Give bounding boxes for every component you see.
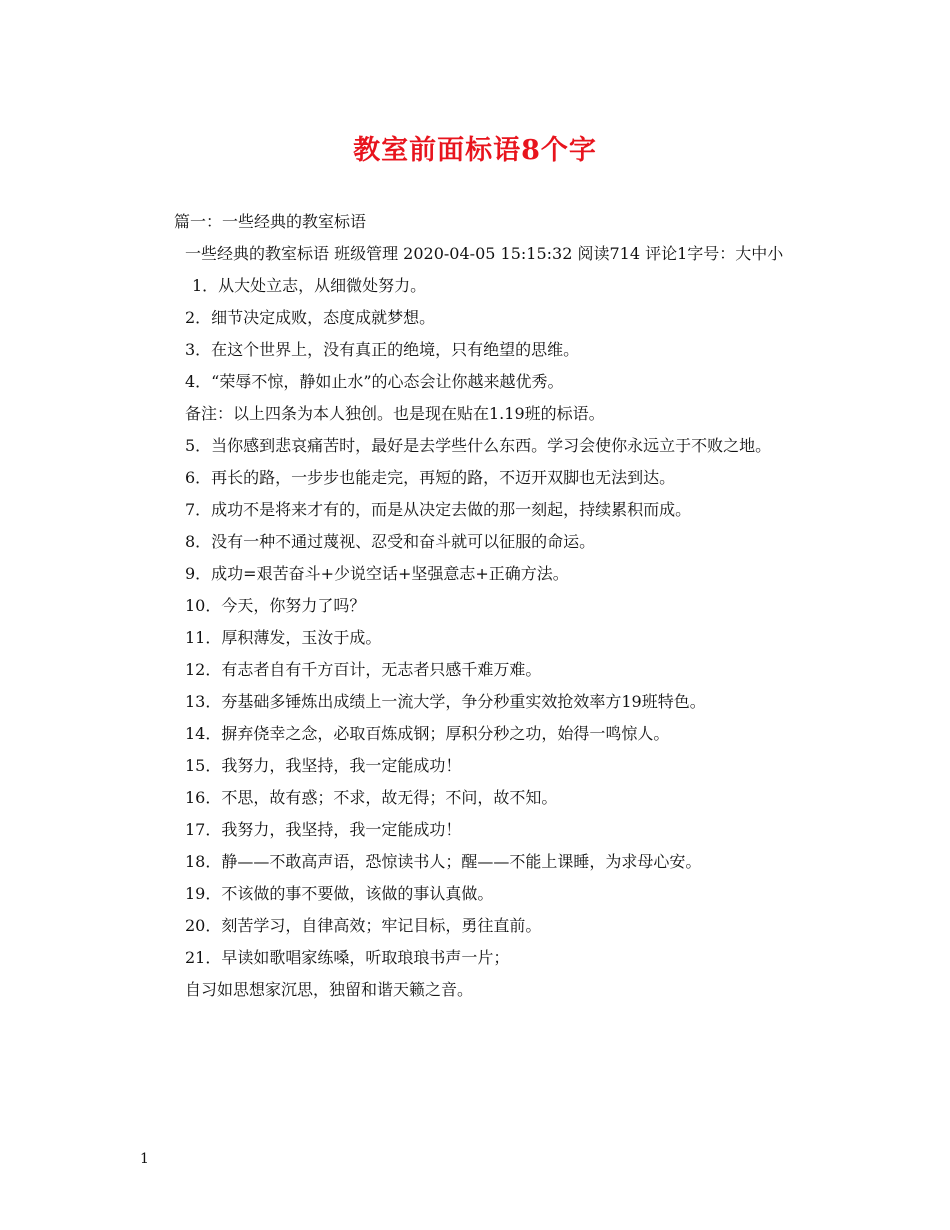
list-item: 18．静——不敢高声语，恐惊读书人；醒——不能上课睡，为求母心安。: [185, 852, 702, 871]
list-item: 12．有志者自有千方百计，无志者只感千难万难。: [185, 660, 542, 679]
document-body: [140, 206, 830, 1006]
list-item: 13．夯基础多锤炼出成绩上一流大学，争分秒重实效抢效率方19班特色。: [185, 692, 706, 711]
list-item: 14．摒弃侥幸之念，必取百炼成钢；厚积分秒之功，始得一鸣惊人。: [185, 724, 670, 743]
page-number: 1: [140, 1151, 149, 1167]
note-line: 备注：以上四条为本人独创。也是现在贴在1.19班的标语。: [185, 404, 605, 423]
list-item: 11．厚积薄发，玉汝于成。: [185, 628, 382, 647]
section-heading: 篇一：一些经典的教室标语: [174, 212, 367, 231]
list-item: 16．不思，故有惑；不求，故无得；不问，故不知。: [185, 788, 558, 807]
continuation-line: 自习如思想家沉思，独留和谐天籁之音。: [185, 980, 474, 999]
list-item: 15．我努力，我坚持，我一定能成功！: [185, 756, 462, 775]
list-item: 20．刻苦学习，自律高效；牢记目标，勇往直前。: [185, 916, 542, 935]
list-item: 17．我努力，我坚持，我一定能成功！: [185, 820, 462, 839]
list-item: 4．“荣辱不惊，静如止水”的心态会让你越来越优秀。: [185, 372, 564, 391]
list-item: 9．成功=艰苦奋斗+少说空话+坚强意志+正确方法。: [185, 564, 569, 583]
list-item: 8．没有一种不通过蔑视、忍受和奋斗就可以征服的命运。: [185, 532, 596, 551]
list-item: 21．早读如歌唱家练嗓，听取琅琅书声一片；: [185, 948, 510, 967]
list-item: 1．从大处立志，从细微处努力。: [192, 276, 427, 295]
meta-line: 一些经典的教室标语 班级管理 2020-04-05 15:15:32 阅读714 评论1字号：大中小: [185, 244, 784, 263]
list-item: 6．再长的路，一步步也能走完，再短的路，不迈开双脚也无法到达。: [185, 468, 676, 487]
list-item: 7．成功不是将来才有的，而是从决定去做的那一刻起，持续累积而成。: [185, 500, 692, 519]
list-item: 2．细节决定成败，态度成就梦想。: [185, 308, 436, 327]
list-item: 5．当你感到悲哀痛苦时，最好是去学些什么东西。学习会使你永远立于不败之地。: [185, 436, 772, 455]
list-item: 19．不该做的事不要做，该做的事认真做。: [185, 884, 494, 903]
list-item: 10．今天，你努力了吗？: [185, 596, 366, 615]
list-item: 3．在这个世界上，没有真正的绝境，只有绝望的思维。: [185, 340, 580, 359]
document-title: 教室前面标语8个字: [353, 135, 597, 166]
